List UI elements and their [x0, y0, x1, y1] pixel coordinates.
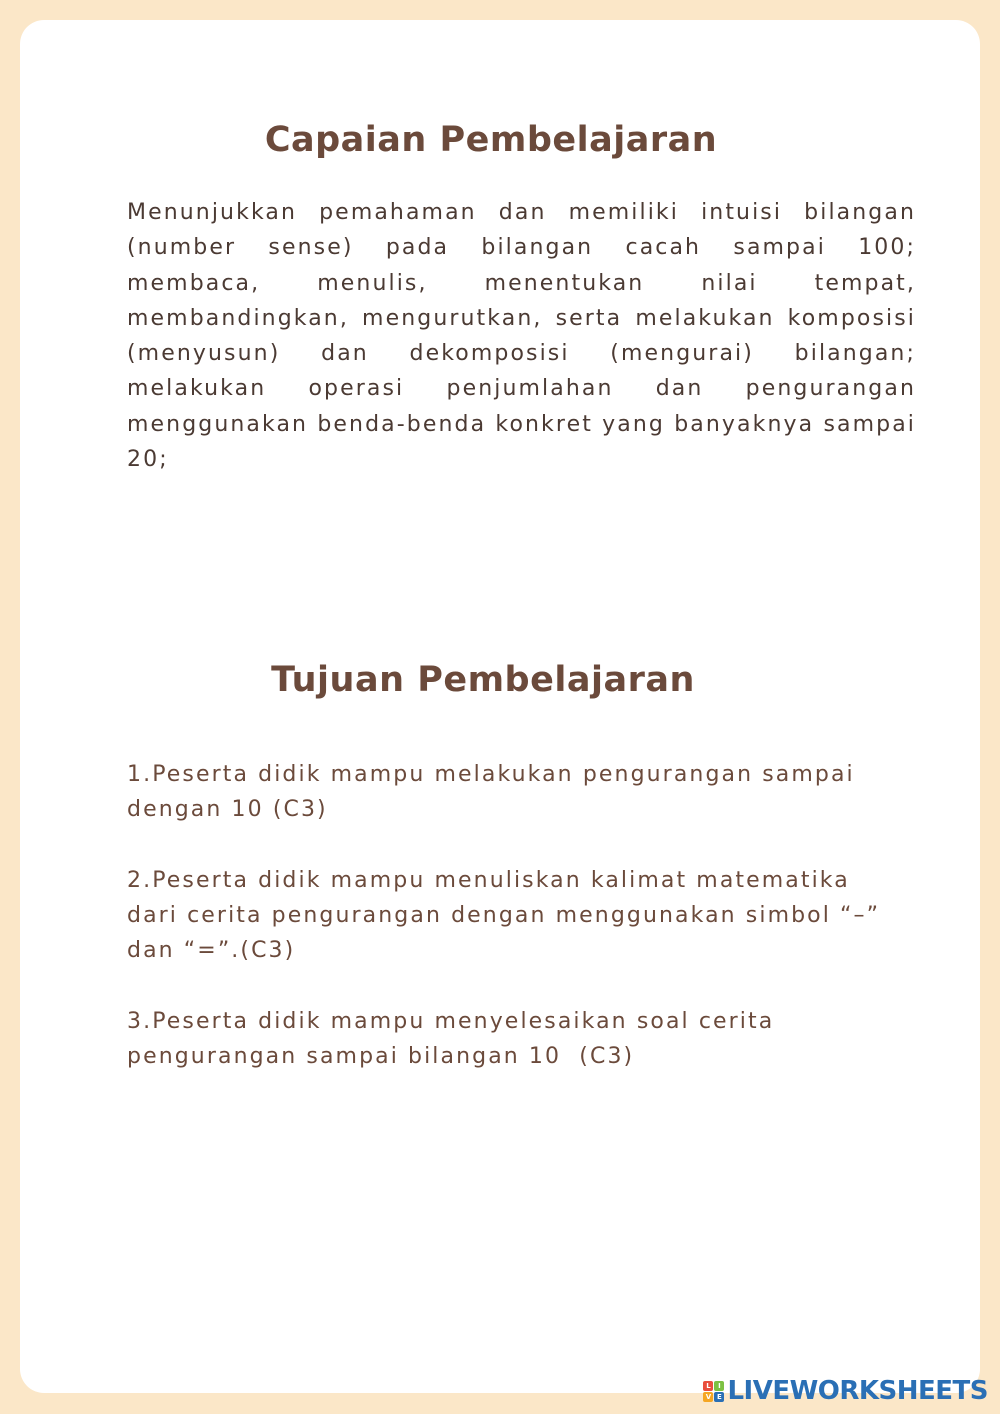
brand-name: LIVEWORKSHEETS — [727, 1376, 988, 1406]
liveworksheets-logo-icon — [703, 1381, 724, 1402]
liveworksheets-brand[interactable] — [703, 1376, 988, 1406]
tujuan-title: Tujuan Pembelajaran — [271, 660, 695, 700]
logo-letter-e: E — [714, 1392, 724, 1402]
tujuan-item-1: 1.Peserta didik mampu melakukan pengurangan sampai dengan 10 (C3) — [127, 762, 855, 823]
worksheet-page — [20, 20, 980, 1393]
tujuan-item-3: 3.Peserta didik mampu menyelesaikan soal cerita pengurangan sampai bilangan 10 (C3) — [127, 1009, 775, 1070]
tujuan-list — [127, 757, 927, 1110]
logo-letter-v: V — [703, 1392, 713, 1402]
capaian-text: Menunjukkan pemahaman dan memiliki intuisi bilangan (number sense) pada bilangan cacah sampai 100; membaca, menulis, menentukan nilai tempat, membandingkan, mengurutkan, serta melakukan komposisi (menyusun) dan dekomposisi (mengurai) bilangan; melakukan operasi penjumlahan dan pengurangan menggunakan benda-benda konkret yang banyaknya sampai 20; — [127, 200, 916, 473]
logo-letter-l: L — [703, 1381, 713, 1391]
tujuan-item-2: 2.Peserta didik mampu menuliskan kalimat matematika dari cerita pengurangan dengan menggunakan simbol “–” dan “=”.(C3) — [127, 867, 881, 964]
logo-letter-i: I — [714, 1381, 724, 1391]
capaian-title: Capaian Pembelajaran — [264, 120, 718, 160]
